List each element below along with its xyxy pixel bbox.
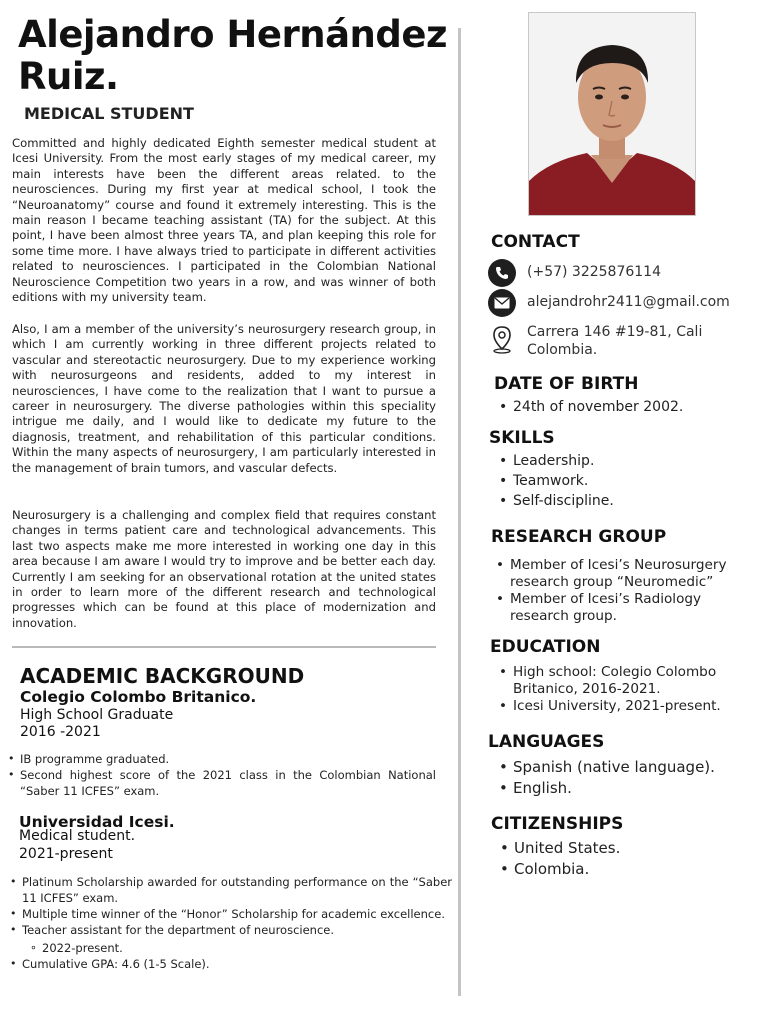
list-item: • Icesi University, 2021-present.: [513, 698, 733, 715]
portrait-image: [529, 13, 695, 215]
school-1-bullets: [20, 751, 436, 799]
list-item: • English.: [513, 778, 743, 799]
list-item: • Member of Icesi’s Radiology research group.: [510, 591, 730, 625]
list-item: • United States.: [514, 838, 744, 859]
university-bullets: [22, 874, 452, 938]
list-item: • Teacher assistant for the department of neuroscience.: [22, 922, 452, 938]
full-name: Alejandro Hernández Ruiz.: [18, 13, 448, 98]
list-item: • Spanish (native language).: [513, 757, 743, 778]
list-item: • Teamwork.: [513, 471, 743, 491]
education-list: [513, 664, 733, 715]
contact-phone: (+57) 3225876114: [527, 264, 661, 280]
research-group-list: [510, 557, 730, 625]
list-item: • IB programme graduated.: [20, 751, 436, 767]
school-years: 2016 -2021: [20, 724, 101, 740]
list-item: • Multiple time winner of the “Honor” Scholarship for academic excellence.: [22, 906, 452, 922]
profile-photo: [528, 12, 696, 216]
school-entry-1: [20, 688, 440, 740]
profile-paragraph-2: Also, I am a member of the university’s neurosurgery research group, in which I am currently working in three different projects related to vascular and stereotactic neurosurgery. Due to my experience working with neurosurgeons and residents, added to my interest in neurosciences, I have come to the realization that I want to pursue a career in neurosurgery. The diverse pathologies within this speciality intrigue me daily, and I would like to dedicate my future to the diagnosis, treatment, and rehabilitation of this particular conditions. Within the many aspects of neurosurgery, I am particularly interested in the management of brain tumors, and vascular defects.: [12, 322, 436, 475]
profile-paragraph-3: Neurosurgery is a challenging and complex field that requires constant changes in terms patient care and technological advancements. This last two aspects make me more interested in working one day in this area because I am aware I would try to improve and be better each day. Currently I am seeking for an observational rotation at the united states in order to learn more of the different research and technological progresses which can be found at this place of modernization and innovation.: [12, 508, 436, 630]
citizenships-heading: CITIZENSHIPS: [491, 814, 624, 834]
list-item: • Colombia.: [514, 859, 744, 880]
contact-heading: CONTACT: [491, 232, 580, 252]
citizenships-list: [514, 838, 744, 880]
list-item: ∘ 2022-present.: [42, 940, 342, 956]
research-group-heading: RESEARCH GROUP: [491, 527, 667, 547]
university-bullets-last: [22, 956, 452, 972]
list-item: • Platinum Scholarship awarded for outstanding performance on the “Saber 11 ICFES” exam.: [22, 874, 452, 906]
skills-list: [513, 451, 743, 511]
list-item: • Leadership.: [513, 451, 743, 471]
university-sub-bullets: [42, 940, 342, 956]
section-divider: [12, 646, 436, 648]
contact-email: alejandrohr2411@gmail.com: [527, 294, 730, 310]
column-divider: [458, 28, 461, 996]
university-degree: Medical student.: [19, 828, 136, 844]
list-item: • Self-discipline.: [513, 491, 743, 511]
contact-address: Carrera 146 #19-81, Cali Colombia.: [527, 324, 703, 358]
list-item: • Member of Icesi’s Neurosurgery research group “Neuromedic”: [510, 557, 730, 591]
school-entry-2: [19, 813, 439, 862]
list-item: • 24th of november 2002.: [513, 397, 743, 417]
school-name: Colegio Colombo Britanico.: [20, 688, 257, 706]
skills-heading: SKILLS: [489, 428, 555, 448]
job-title: MEDICAL STUDENT: [24, 104, 194, 123]
languages-heading: LANGUAGES: [488, 732, 605, 752]
academic-background-heading: ACADEMIC BACKGROUND: [20, 664, 305, 688]
profile-paragraph-1: Committed and highly dedicated Eighth semester medical student at Icesi University. From the most early stages of my medical career, my main interests have been the different areas related. to the neurosciences. During my first year at medical school, I took the “Neuroanatomy” course and found it extremely interesting. This is the main reason I became teaching assistant (TA) for the subject. At this point, I have been almost three years TA, and plan keeping this role for some time more. I have always tried to participate in different activities related to neurosciences. I participated in the Colombian National Neuroscience Competition two years in a row, and was winner of both editions with my university team.: [12, 136, 436, 305]
university-name: Universidad Icesi.: [19, 813, 175, 831]
university-years: 2021-present: [19, 846, 113, 862]
school-degree: High School Graduate: [20, 707, 174, 723]
phone-icon: [488, 259, 516, 287]
list-item: • Cumulative GPA: 4.6 (1-5 Scale).: [22, 956, 452, 972]
list-item: • High school: Colegio Colombo Britanico, 2016-2021.: [513, 664, 733, 698]
date-of-birth-list: [513, 397, 743, 417]
education-heading: EDUCATION: [490, 637, 601, 657]
date-of-birth-heading: DATE OF BIRTH: [494, 374, 639, 394]
list-item: • Second highest score of the 2021 class in the Colombian National “Saber 11 ICFES” exam.: [20, 767, 436, 799]
location-pin-icon: [490, 324, 514, 354]
languages-list: [513, 757, 743, 799]
mail-icon: [488, 289, 516, 317]
